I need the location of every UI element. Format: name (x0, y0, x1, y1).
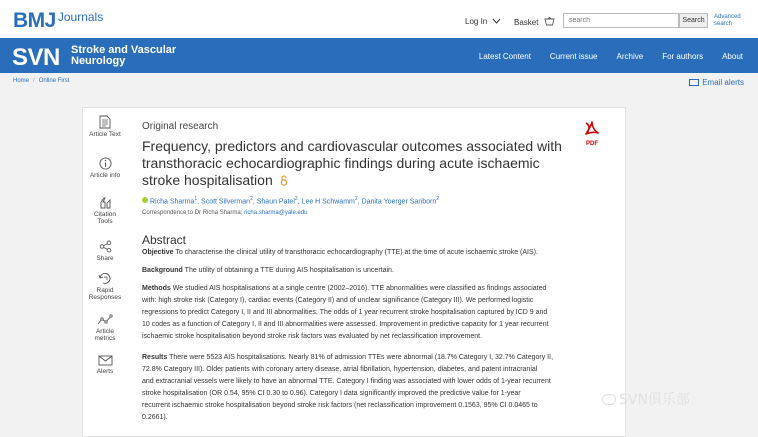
nav-archive[interactable]: Archive (616, 52, 644, 61)
nav-links (460, 52, 743, 61)
tool-article-text[interactable] (86, 115, 124, 138)
logo-suffix: Journals (57, 10, 104, 24)
pdf-icon (584, 121, 600, 136)
journal-name-line1: Stroke and Vascular (71, 44, 177, 56)
basket-icon (544, 17, 555, 26)
pdf-download-button[interactable] (583, 121, 601, 147)
search-button[interactable]: Search (679, 13, 708, 28)
chevron-down-icon (492, 18, 501, 24)
basket-link[interactable] (514, 17, 555, 27)
tool-alerts[interactable] (86, 355, 124, 375)
bmj-journals-logo[interactable] (13, 9, 103, 33)
tool-label: Share (96, 255, 114, 262)
search-input[interactable] (563, 13, 679, 28)
methods-line: ischaemic stroke hospitalisation beyond stroke risk factors was evaluated by net reclassification improvement. (142, 333, 483, 340)
info-icon (99, 157, 112, 170)
results-line: There were 5523 AIS hospitalisations. Nearly 81% of admission TTEs were abnormal (18.7% Category I, 32.7% Category II, (169, 354, 554, 361)
nav-current-issue[interactable]: Current issue (549, 52, 598, 61)
affiliation-sup: 2 (294, 196, 298, 202)
author-link[interactable]: Scott Silverman (201, 198, 251, 206)
affiliation-sup: 2 (436, 196, 440, 202)
basket-label: Basket (514, 18, 539, 27)
orcid-icon[interactable] (142, 197, 148, 203)
journal-name-line2: Neurology (71, 55, 126, 67)
tool-label: Article Text (89, 131, 121, 138)
open-access-icon (280, 175, 288, 186)
advanced-search-link[interactable]: Advanced search (714, 14, 741, 27)
methods-line: 10 codes as a function of Category I, II and III abnormalities were assessed. Improvement in predictive capacity for 1 year recurrent (142, 321, 549, 328)
nav-for-authors[interactable]: For authors (662, 52, 704, 61)
email-alerts-label: Email alerts (702, 78, 744, 87)
abstract-objective (142, 247, 612, 259)
abstract-heading: Abstract (142, 233, 187, 247)
envelope-icon (98, 355, 113, 366)
rapid-responses-icon (98, 272, 112, 285)
results-line: and extracranial vessels were likely to have an abnormal TTE. Category I finding was associated with lower odds of 1-year recurrent (142, 378, 551, 385)
envelope-icon (689, 79, 699, 86)
background-text: The utility of obtaining a TTE during AIS hospitalisation is uncertain. (184, 267, 394, 274)
tool-label: Rapid Responses (88, 287, 122, 301)
quote-icon (99, 196, 112, 209)
author-link[interactable]: Lee H Schwamm (301, 198, 355, 206)
nav-latest-content[interactable]: Latest Content (478, 52, 531, 61)
watermark-text: SVN俱乐部 (619, 392, 690, 408)
journal-nav-bar (0, 38, 758, 73)
tool-label: Article metrics (94, 328, 116, 342)
email-alerts-link[interactable] (689, 78, 744, 87)
logo-text: BMJ (13, 9, 56, 32)
objective-label: Objective (142, 249, 174, 256)
tool-label: Article info (89, 172, 121, 179)
correspondence-email-link[interactable]: richa.sharma@yale.edu (244, 210, 308, 216)
login-link[interactable] (465, 17, 501, 26)
tool-label: Citation Tools (93, 211, 117, 225)
methods-line: We studied AIS hospitalisations at a single centre (2002–2016). TTE abnormalities were classified as findings associated (172, 285, 547, 292)
methods-line: with: high stroke risk (Category I), cardiac events (Category II) and of unclear significance (Category III). We performed logistic (142, 297, 534, 304)
share-icon (99, 240, 112, 253)
background-label: Background (142, 267, 183, 274)
author-list: Richa Sharma$^1$, Scott Silverman$^2$, Shaun Patel$^2$, Lee H Schwamm$^2$, Danita Yoerger Sanborn$^2$ (142, 196, 439, 205)
pdf-label: PDF (586, 141, 598, 147)
correspondence-label: Correspondence to Dr Richa Sharma; (142, 210, 243, 216)
article-type: Original research (142, 121, 219, 132)
abstract-methods (142, 283, 612, 343)
wechat-icon (602, 394, 616, 405)
author-link[interactable]: Richa Sharma (150, 198, 195, 206)
journal-abbr-logo[interactable]: SVN (12, 44, 60, 71)
watermark (602, 389, 690, 409)
abstract-background (142, 265, 612, 277)
methods-label: Methods (142, 285, 171, 292)
tool-rapid-responses[interactable] (86, 272, 124, 301)
tool-share[interactable] (86, 240, 124, 262)
results-line: 0.2661). (142, 414, 168, 421)
author-link[interactable]: Danita Yoerger Sanborn (361, 198, 437, 206)
results-label: Results (142, 354, 168, 361)
article-title-text: Frequency, predictors and cardiovascular outcomes associated with transthoracic echocardiographic findings during acute ischaemic stroke hospitalisation (142, 138, 562, 188)
top-bar (0, 0, 758, 38)
login-label: Log In (465, 17, 488, 26)
tool-label: Alerts (96, 368, 114, 375)
tool-article-info[interactable] (86, 157, 124, 179)
tool-citation-tools[interactable] (86, 196, 124, 225)
nav-about[interactable]: About (722, 52, 743, 61)
abstract-results (142, 352, 612, 424)
breadcrumb-separator: / (33, 78, 35, 84)
article-title (142, 138, 572, 189)
breadcrumb-online-first[interactable]: Online First (38, 78, 70, 84)
author-link[interactable]: Shaun Patel (256, 198, 295, 206)
affiliation-sup: 2 (250, 196, 253, 202)
affiliation-sup: 1 (194, 196, 198, 202)
breadcrumb-home[interactable]: Home (13, 78, 30, 84)
document-icon (99, 115, 111, 129)
breadcrumb (13, 78, 69, 84)
results-line: stroke hospitalisation (OR 0.54, 95% CI 0.30 to 0.96). Category I data significantly improved the predictive value for 1-year (142, 390, 521, 397)
results-line: recurrent ischaemic stroke hospitalisation beyond stroke risk factors (net reclassification improvement 0.1563, 95% CI 0.0465 to (142, 402, 538, 409)
results-line: 72.8% Category III). Older patients with coronary artery disease, atrial fibrillation, hypertension, diabetes, and patent intracranial (142, 366, 538, 373)
correspondence (142, 210, 308, 216)
journal-name[interactable] (71, 45, 176, 67)
tool-article-metrics[interactable] (86, 314, 124, 342)
methods-line: regressions to predict Category I, II and III abnormalities. The odds of 1 year recurrent stroke hospitalisation captured by ICD 9 and (142, 309, 548, 316)
affiliation-sup: 2 (354, 196, 358, 202)
objective-text: To characterise the clinical utility of transthoracic echocardiography (TTE) at the time of acute ischaemic stroke (AIS). (175, 249, 538, 256)
metrics-icon (97, 314, 113, 326)
